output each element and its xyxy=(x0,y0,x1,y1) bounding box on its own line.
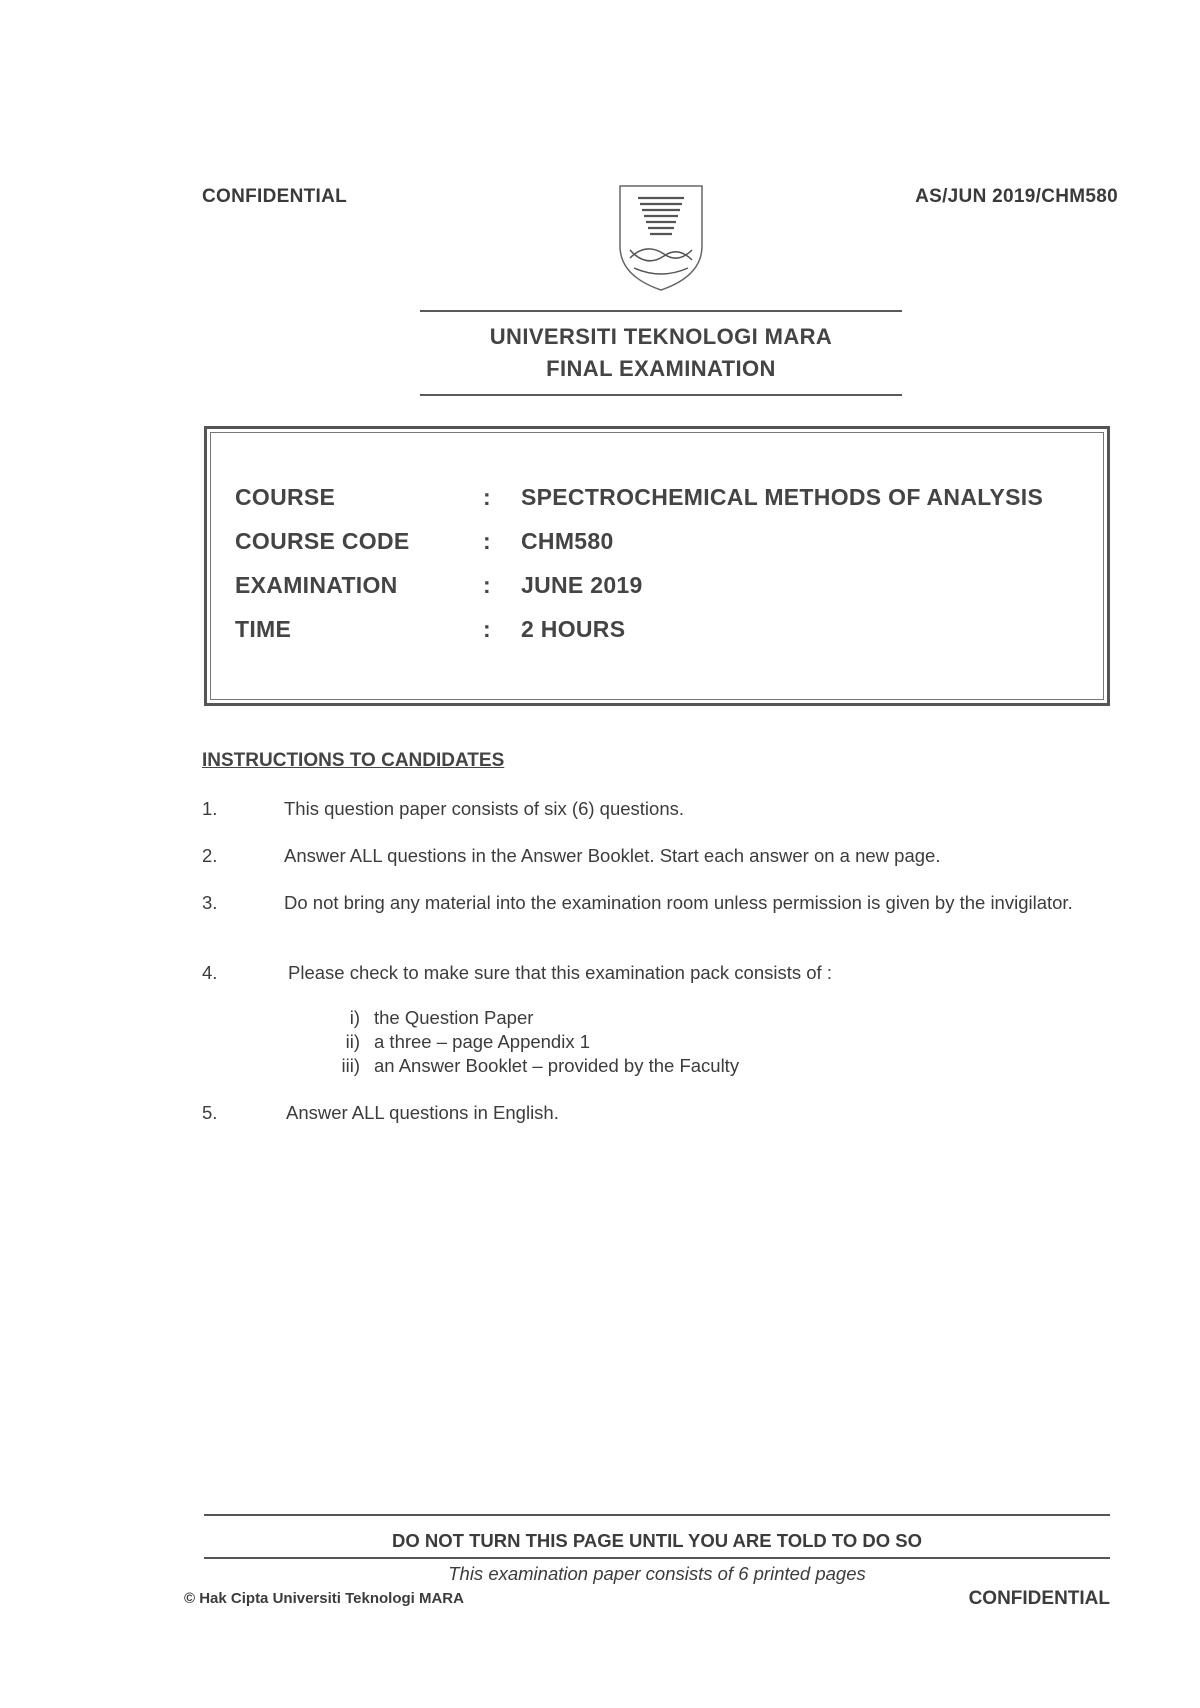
instruction-text: Answer ALL questions in English. xyxy=(286,1102,559,1123)
pack-item-number: i) xyxy=(349,1007,360,1028)
footer-warning: DO NOT TURN THIS PAGE UNTIL YOU ARE TOLD TO DO SO xyxy=(391,1530,923,1551)
instructions-heading: INSTRUCTIONS TO CANDIDATES xyxy=(202,750,505,771)
footer-bottom-rule xyxy=(204,1557,1110,1559)
pack-item-text: the Question Paper xyxy=(374,1007,534,1028)
confidential-label: CONFIDENTIAL xyxy=(202,186,348,207)
university-crest-icon xyxy=(616,184,706,292)
course-sep: : xyxy=(483,484,491,510)
copyright-notice: © Hak Cipta Universiti Teknologi MARA xyxy=(184,1590,464,1607)
confidential-footer-label: CONFIDENTIAL xyxy=(968,1588,1110,1609)
examination-value: JUNE 2019 xyxy=(521,572,643,598)
course-code-value: CHM580 xyxy=(521,528,614,554)
course-value: SPECTROCHEMICAL METHODS OF ANALYSIS xyxy=(521,484,1044,510)
paper-code: AS/JUN 2019/CHM580 xyxy=(915,186,1118,207)
course-key: COURSE xyxy=(235,484,336,510)
time-sep: : xyxy=(483,616,491,642)
course-info-box xyxy=(204,426,1110,706)
pack-item-text: an Answer Booklet – provided by the Faculty xyxy=(374,1055,740,1076)
pack-item-number: ii) xyxy=(345,1031,360,1052)
examination-key: EXAMINATION xyxy=(235,572,398,598)
examination-sep: : xyxy=(483,572,491,598)
title-bottom-rule xyxy=(420,394,902,396)
instruction-number: 5. xyxy=(202,1102,218,1123)
instruction-number: 4. xyxy=(202,962,218,983)
instruction-text: This question paper consists of six (6) questions. xyxy=(284,798,684,819)
course-code-key: COURSE CODE xyxy=(235,528,410,554)
instruction-text: Please check to make sure that this examination pack consists of : xyxy=(288,962,832,983)
instruction-number: 3. xyxy=(202,892,218,913)
course-code-sep: : xyxy=(483,528,491,554)
university-name: UNIVERSITI TEKNOLOGI MARA xyxy=(489,324,833,349)
time-value: 2 HOURS xyxy=(521,616,626,642)
instruction-text: Do not bring any material into the examination room unless permission is given by the invigilator. xyxy=(284,892,1073,913)
time-key: TIME xyxy=(235,616,292,642)
footer-top-rule xyxy=(204,1514,1110,1516)
pack-item-number: iii) xyxy=(341,1055,360,1076)
page-count-note: This examination paper consists of 6 printed pages xyxy=(448,1563,866,1584)
title-top-rule xyxy=(420,310,902,312)
instruction-number: 1. xyxy=(202,798,218,819)
pack-item-text: a three – page Appendix 1 xyxy=(374,1031,591,1052)
instruction-text: Answer ALL questions in the Answer Booklet. Start each answer on a new page. xyxy=(284,845,941,866)
exam-type: FINAL EXAMINATION xyxy=(546,356,776,381)
instruction-number: 2. xyxy=(202,845,218,866)
